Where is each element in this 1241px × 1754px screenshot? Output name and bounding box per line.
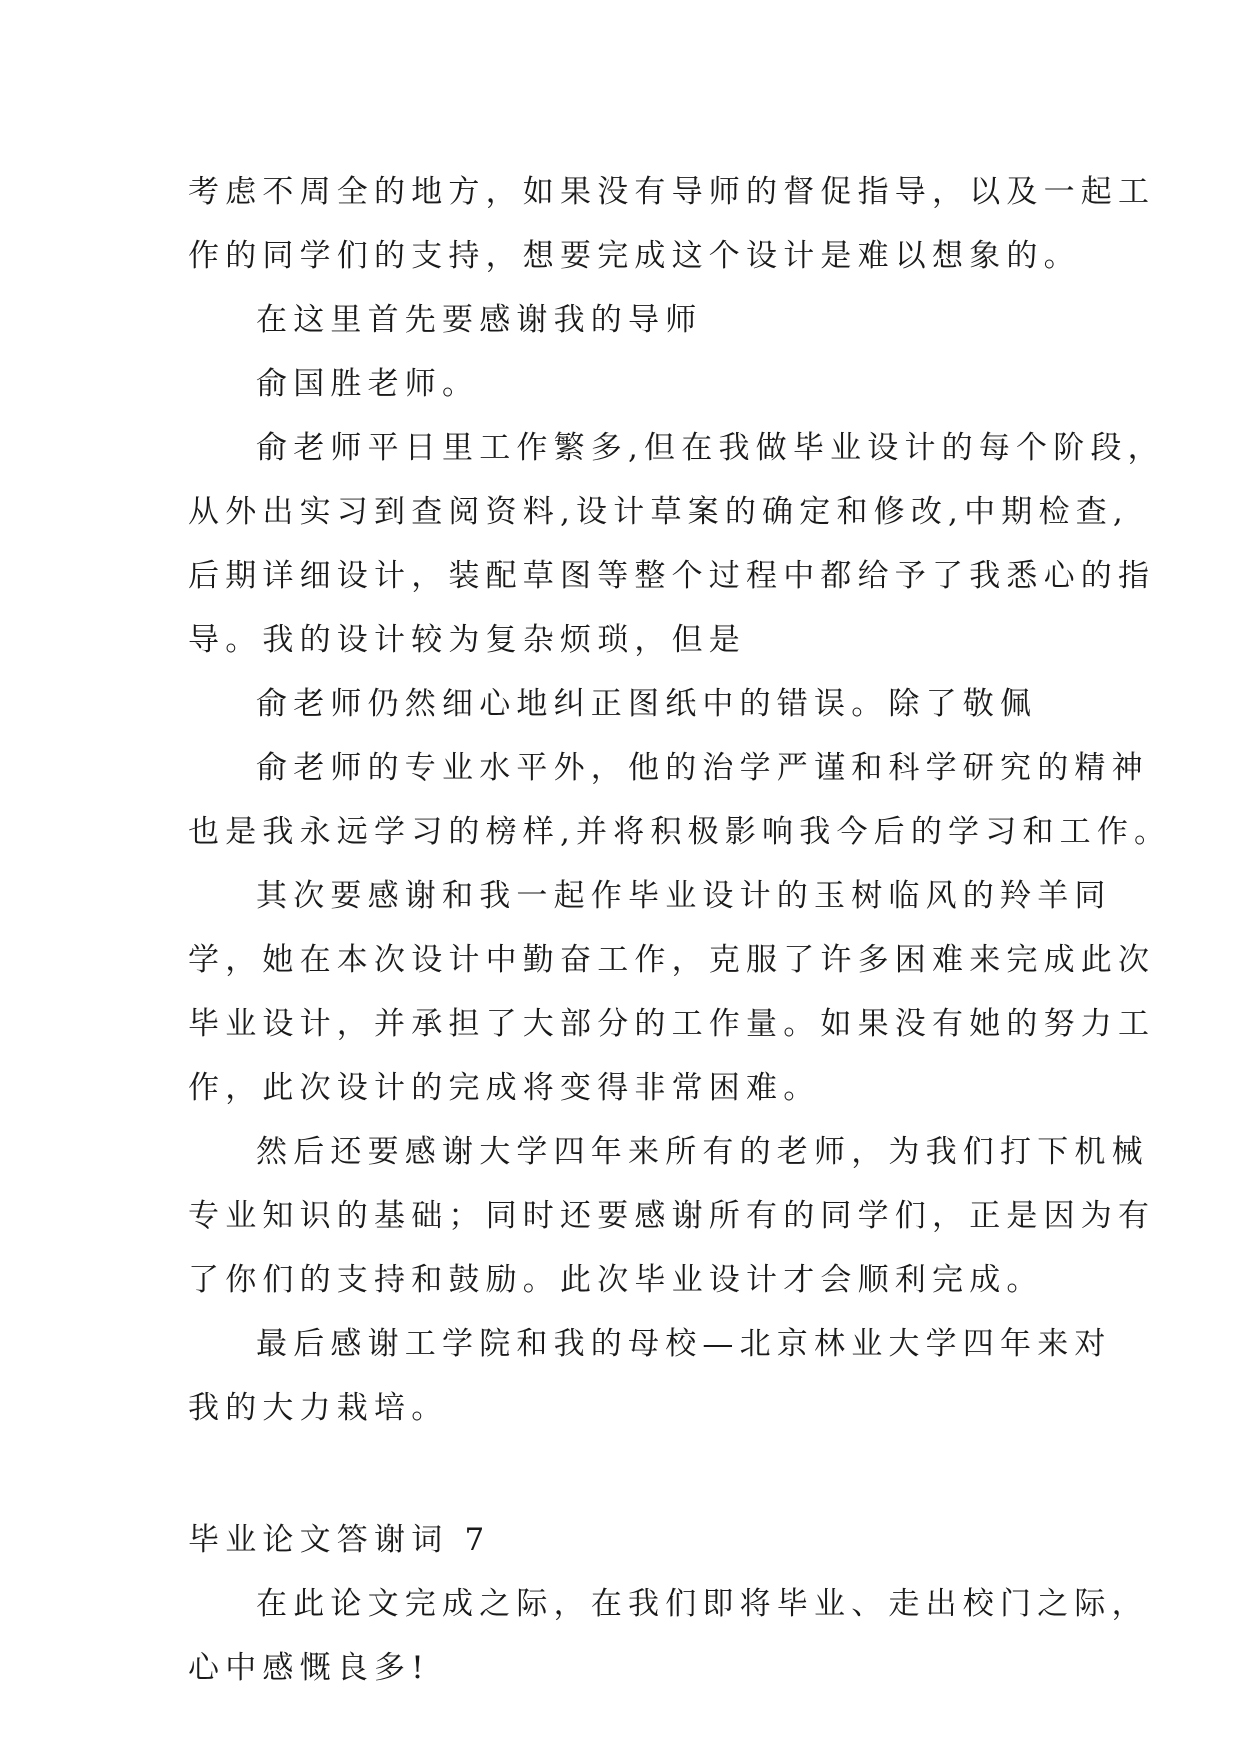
section-heading: 毕业论文答谢词 7 [188, 1522, 491, 1558]
paragraph-line: 毕业设计，并承担了大部分的工作量。如果没有她的努力工 [188, 1006, 1156, 1042]
paragraph-line: 作，此次设计的完成将变得非常困难。 [188, 1070, 821, 1106]
paragraph-line: 在此论文完成之际，在我们即将毕业、走出校门之际， [256, 1586, 1149, 1622]
paragraph-line: 其次要感谢和我一起作毕业设计的玉树临风的羚羊同 [256, 878, 1112, 914]
paragraph-line: 心中感慨良多! [188, 1650, 430, 1686]
paragraph-line: 考虑不周全的地方，如果没有导师的督促指导，以及一起工 [188, 174, 1156, 210]
paragraph-line: 俞老师的专业水平外，他的治学严谨和科学研究的精神 [256, 750, 1149, 786]
paragraph-line: 专业知识的基础；同时还要感谢所有的同学们，正是因为有 [188, 1198, 1156, 1234]
paragraph-line: 导。我的设计较为复杂烦琐，但是 [188, 622, 746, 658]
paragraph-line: 俞老师仍然细心地纠正图纸中的错误。除了敬佩 [256, 686, 1038, 722]
paragraph-line: 从外出实习到查阅资料,设计草案的确定和修改,中期检查, [188, 494, 1129, 530]
paragraph-line: 俞老师平日里工作繁多,但在我做毕业设计的每个阶段， [256, 430, 1165, 466]
paragraph-line: 我的大力栽培。 [188, 1390, 449, 1426]
paragraph-line: 也是我永远学习的榜样,并将积极影响我今后的学习和工作。 [188, 814, 1172, 850]
paragraph-line: 俞国胜老师。 [256, 366, 480, 402]
document-page [188, 160, 1172, 1700]
paragraph-line: 后期详细设计，装配草图等整个过程中都给予了我悉心的指 [188, 558, 1156, 594]
paragraph-line: 在这里首先要感谢我的导师 [256, 302, 703, 338]
paragraph-line: 作的同学们的支持，想要完成这个设计是难以想象的。 [188, 238, 1081, 274]
paragraph-line: 然后还要感谢大学四年来所有的老师，为我们打下机械 [256, 1134, 1149, 1170]
paragraph-line: 最后感谢工学院和我的母校—北京林业大学四年来对 [256, 1326, 1112, 1362]
paragraph-line: 了你们的支持和鼓励。此次毕业设计才会顺利完成。 [188, 1262, 1044, 1298]
paragraph-line: 学，她在本次设计中勤奋工作，克服了许多困难来完成此次 [188, 942, 1156, 978]
